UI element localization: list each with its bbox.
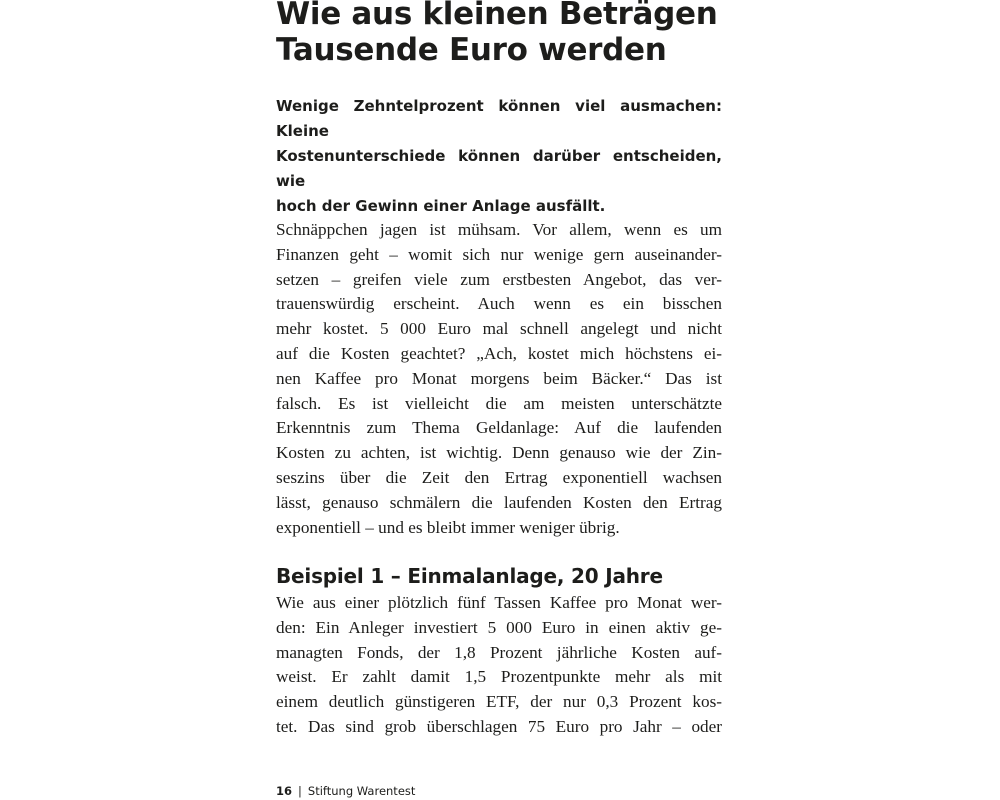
text-line: seszins über die Zeit den Ertrag exponentiell wachsen bbox=[276, 467, 722, 487]
text-line: lässt, genauso schmälern die laufenden Kosten den Ertrag bbox=[276, 492, 722, 512]
headline-line: Wie aus kleinen Beträgen bbox=[276, 0, 718, 32]
text-line: den: Ein Anleger investiert 5 000 Euro in einen aktiv ge- bbox=[276, 617, 722, 637]
text-line: exponentiell – und es bleibt immer weniger übrig. bbox=[276, 517, 620, 537]
text-line: Erkenntnis zum Thema Geldanlage: Auf die laufenden bbox=[276, 418, 722, 438]
text-line: Kosten zu achten, ist wichtig. Denn genauso wie der Zin- bbox=[276, 443, 722, 463]
page-footer bbox=[276, 784, 415, 799]
text-line: falsch. Es ist vielleicht die am meisten unterschätzte bbox=[276, 393, 722, 413]
headline-line: Tausende Euro werden bbox=[276, 32, 667, 68]
page-number: 16 bbox=[276, 784, 293, 798]
lead-line: Kostenunterschiede können darüber entscheiden, wie bbox=[276, 147, 722, 190]
text-line: Schnäppchen jagen ist mühsam. Vor allem, wenn es um bbox=[276, 220, 722, 239]
text-line: mehr kostet. 5 000 Euro mal schnell angelegt und nicht bbox=[276, 319, 722, 339]
body-paragraph-2 bbox=[276, 591, 722, 740]
text-line: managten Fonds, der 1,8 Prozent jährliche Kosten auf- bbox=[276, 642, 722, 662]
text-line: tet. Das sind grob überschlagen 75 Euro pro Jahr – oder bbox=[276, 716, 722, 736]
text-line: einem deutlich günstigeren ETF, der nur 0,3 Prozent kos- bbox=[276, 692, 722, 712]
article-lead bbox=[276, 94, 722, 219]
text-line: Finanzen geht – womit sich nur wenige gern auseinander- bbox=[276, 244, 722, 264]
body-paragraph-1 bbox=[276, 218, 722, 540]
lead-line: Wenige Zehntelprozent können viel ausmachen: Kleine bbox=[276, 97, 722, 140]
text-line: auf die Kosten geachtet? „Ach, kostet mich höchstens ei- bbox=[276, 343, 722, 363]
text-line: nen Kaffee pro Monat morgens beim Bäcker.“ Das ist bbox=[276, 368, 722, 388]
section-subheading: Beispiel 1 – Einmalanlage, 20 Jahre bbox=[276, 564, 663, 588]
text-line: setzen – greifen viele zum erstbesten Angebot, das ver- bbox=[276, 269, 722, 289]
lead-line: hoch der Gewinn einer Anlage ausfällt. bbox=[276, 197, 606, 215]
text-line: weist. Er zahlt damit 1,5 Prozentpunkte mehr als mit bbox=[276, 667, 722, 687]
publisher-name: Stiftung Warentest bbox=[307, 784, 416, 798]
article-headline bbox=[276, 0, 722, 68]
text-line: Wie aus einer plötzlich fünf Tassen Kaffee pro Monat wer- bbox=[276, 593, 722, 612]
footer-separator: | bbox=[298, 784, 302, 798]
text-line: trauenswürdig erscheint. Auch wenn es ein bisschen bbox=[276, 294, 722, 314]
